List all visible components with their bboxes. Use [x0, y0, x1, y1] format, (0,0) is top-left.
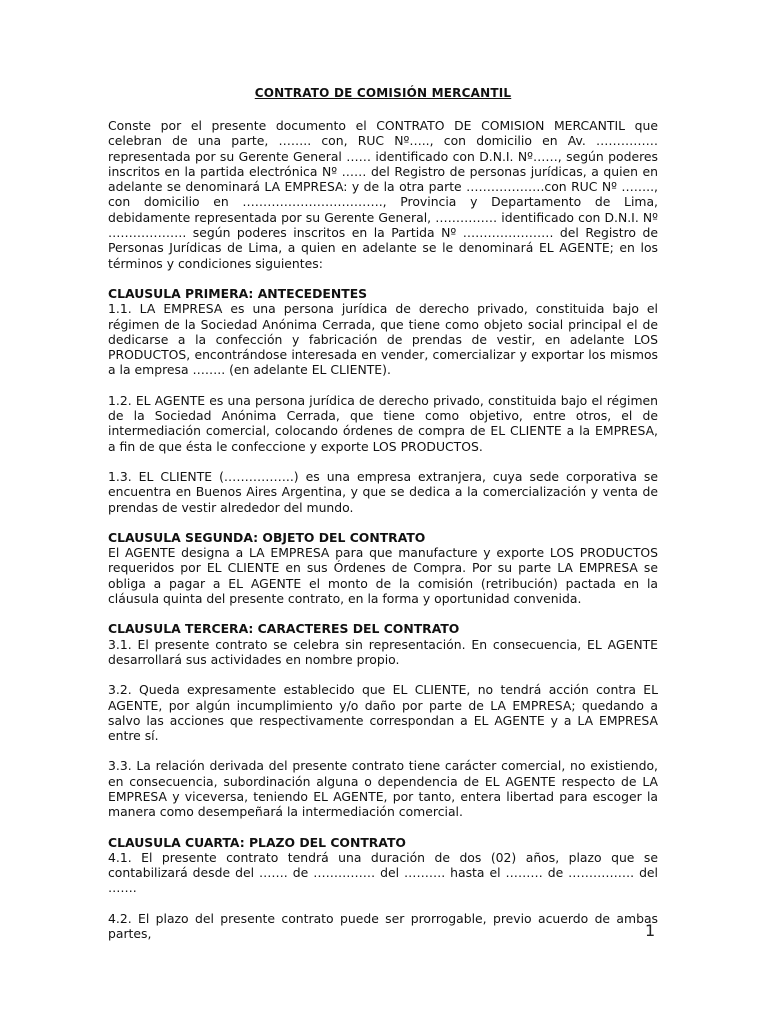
- document-body: [108, 86, 658, 941]
- clausula-2-1: El AGENTE designa a LA EMPRESA para que manufacture y exporte LOS PRODUCTOS requeridos por EL CLIENTE en sus Órdenes de Compra. Por su parte LA EMPRESA se obliga a pagar a EL AGENTE el monto de la comisión (retribución) pactada en la cláusula quinta del presente contrato, en la forma y oportunidad convenida.: [108, 545, 658, 607]
- clausula-4-2: 4.2. El plazo del presente contrato puede ser prorrogable, previo acuerdo de ambas partes,: [108, 910, 658, 942]
- clausula-1-2: 1.2. EL AGENTE es una persona jurídica de derecho privado, constituida bajo el régimen de la Sociedad Anónima Cerrada, que tiene como objetivo, entre otros, el de intermediación comercial, colocando órdenes de compra de EL CLIENTE a la EMPRESA, a fin de que ésta le confeccione y exporte LOS PRODUCTOS.: [108, 392, 658, 454]
- clausula-3-3: 3.3. La relación derivada del presente contrato tiene carácter comercial, no existiendo, en consecuencia, subordinación alguna o dependencia de EL AGENTE respecto de LA EMPRESA y viceversa, teniendo EL AGENTE, por tanto, entera libertad para escoger la manera como desempeñará la intermediación comercial.: [108, 758, 658, 820]
- clausula-1-3: 1.3. EL CLIENTE (……………..) es una empresa extranjera, cuya sede corporativa se encuentra en Buenos Aires Argentina, y que se dedica a la comercialización y venta de prendas de vestir alrededor del mundo.: [108, 468, 658, 515]
- clausula-4-1: 4.1. El presente contrato tendrá una duración de dos (02) años, plazo que se contabilizará desde del ……. de …………… del ………. hasta el ……… de ……………. del …….: [108, 849, 658, 896]
- clausula-tercera-heading: CLAUSULA TERCERA: CARACTERES DEL CONTRATO: [108, 621, 460, 637]
- page-number: 1: [645, 921, 656, 940]
- intro-paragraph: Conste por el presente documento el CONTRATO DE COMISION MERCANTIL que celebran de una parte, …….. con, RUC Nº….., con domicilio en Av. ……………representada por su Gerente General …… identificado con D.N.I. Nº……, según poderes inscritos en la partida electrónica Nº …… del Registro de personas jurídicas, a quien en adelante se denominará LA EMPRESA: y de la otra parte ……………….con RUC Nº …….., con domicilio en ……………………………., Provincia y Departamento de Lima, debidamente representada por su Gerente General, …………… identificado con D.N.I. Nº ………………. según poderes inscritos en la Partida Nº …………………. del Registro de Personas Jurídicas de Lima, a quien en adelante se le denominará EL AGENTE; en los términos y condiciones siguientes:: [108, 118, 658, 271]
- clausula-3-2: 3.2. Queda expresamente establecido que EL CLIENTE, no tendrá acción contra EL AGENTE, por algún incumplimiento y/o daño por parte de LA EMPRESA; quedando a salvo las acciones que respectivamente correspondan a EL AGENTE y a LA EMPRESA entre sí.: [108, 682, 658, 744]
- clausula-3-1: 3.1. El presente contrato se celebra sin representación. En consecuencia, EL AGENTE desarrollará sus actividades en nombre propio.: [108, 636, 658, 667]
- clausula-cuarta-heading: CLAUSULA CUARTA: PLAZO DEL CONTRATO: [108, 834, 406, 850]
- clausula-segunda-heading: CLAUSULA SEGUNDA: OBJETO DEL CONTRATO: [108, 529, 426, 545]
- clausula-primera-heading: CLAUSULA PRIMERA: ANTECEDENTES: [108, 285, 368, 301]
- document-title: CONTRATO DE COMISIÓN MERCANTIL: [254, 86, 512, 100]
- clausula-1-1: 1.1. LA EMPRESA es una persona jurídica de derecho privado, constituida bajo el régimen de la Sociedad Anónima Cerrada, que tiene como objeto social principal el de dedicarse a la confección y fabricación de prendas de vestir, en adelante LOS PRODUCTOS, encontrándose interesada en vender, comercializar y exportar los mismos a la empresa …….. (en adelante EL CLIENTE).: [108, 301, 658, 378]
